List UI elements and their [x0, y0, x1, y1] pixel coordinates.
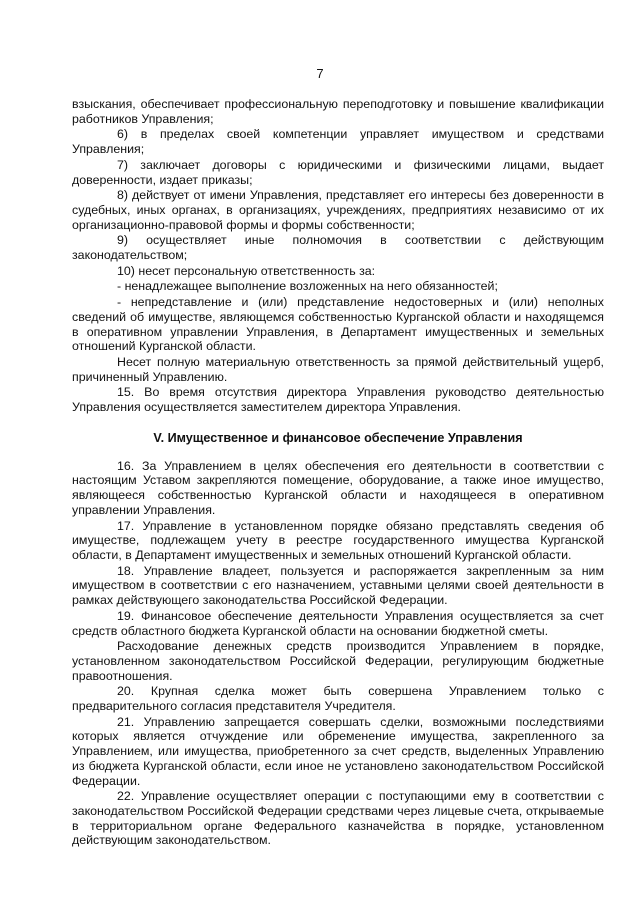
paragraph: 16. За Управлением в целях обеспечения его деятельности в соответствии с настоящим Уставом закрепляются помещение, оборудование, а также иное имущество, являющееся собственностью Курганской области и находящееся в оперативном управлении Управления. [72, 458, 604, 517]
section-five-body [72, 459, 604, 848]
paragraph: взыскания, обеспечивает профессиональную переподготовку и повышение квалификации работников Управления; [72, 97, 604, 126]
paragraph: 19. Финансовое обеспечение деятельности Управления осуществляется за счет средств областного бюджета Курганской области на основании бюджетной сметы. [72, 608, 604, 638]
paragraph: 21. Управлению запрещается совершать сделки, возможными последствиями которых является отчуждение или обременение имущества, закрепленного за Управлением, или имущества, приобретенного за счет средств, выделенных Управлению из бюджета Курганской области, если иное не установлено законодательством Российской Федерации. [72, 714, 604, 788]
paragraph: 10) несет персональную ответственность за: [117, 263, 376, 278]
paragraph: Расходование денежных средств производится Управлением в порядке, установленном законодательством Российской Федерации, регулирующим бюджетные правоотношения. [72, 639, 604, 683]
paragraph: - ненадлежащее выполнение возложенных на него обязанностей; [117, 279, 498, 294]
paragraph: 20. Крупная сделка может быть совершена Управлением только с предварительного согласия представителя Учредителя. [72, 684, 604, 714]
paragraph: 7) заключает договоры с юридическими и физическими лицами, выдает доверенности, издает приказы; [72, 157, 604, 187]
paragraph: Несет полную материальную ответственность за прямой действительный ущерб, причиненный Управлению. [72, 354, 604, 384]
paragraph: 15. Во время отсутствия директора Управления руководство деятельностью Управления осуществляется заместителем директора Управления. [72, 385, 604, 415]
paragraph: - непредставление и (или) представление недостоверных и (или) неполных сведений об имуществе, являющемся собственностью Курганской области и находящемся в оперативном управлении Управления, в Департамент имущественных и земельных отношений Курганской области. [72, 295, 604, 354]
section-heading: V. Имущественное и финансовое обеспечение Управления [153, 430, 523, 445]
paragraph: 17. Управление в установленном порядке обязано представлять сведения об имуществе, подлежащем учету в реестре государственного имущества Курганской области, в Департамент имущественных и земельных отношений Курганской области. [72, 518, 604, 562]
paragraph: 6) в пределах своей компетенции управляет имуществом и средствами Управления; [72, 127, 604, 157]
page-number: 7 [316, 66, 324, 81]
paragraph: 18. Управление владеет, пользуется и распоряжается закрепленным за ним имуществом в соответствии с его назначением, уставными целями своей деятельности в рамках действующего законодательства Российской Федерации. [72, 563, 604, 608]
paragraph: 9) осуществляет иные полномочия в соответствии с действующим законодательством; [72, 233, 604, 263]
section-four-continuation [72, 97, 604, 415]
paragraph: 22. Управление осуществляет операции с поступающими ему в соответствии с законодательством Российской Федерации средствами через лицевые счета, открываемые в территориальном органе Федерального казначейства в порядке, установленном действующим законодательством. [72, 789, 604, 848]
paragraph: 8) действует от имени Управления, представляет его интересы без доверенности в судебных, иных органах, в организациях, учреждениях, предприятиях независимо от их организационно-правовой формы и формы собственности; [72, 188, 604, 232]
